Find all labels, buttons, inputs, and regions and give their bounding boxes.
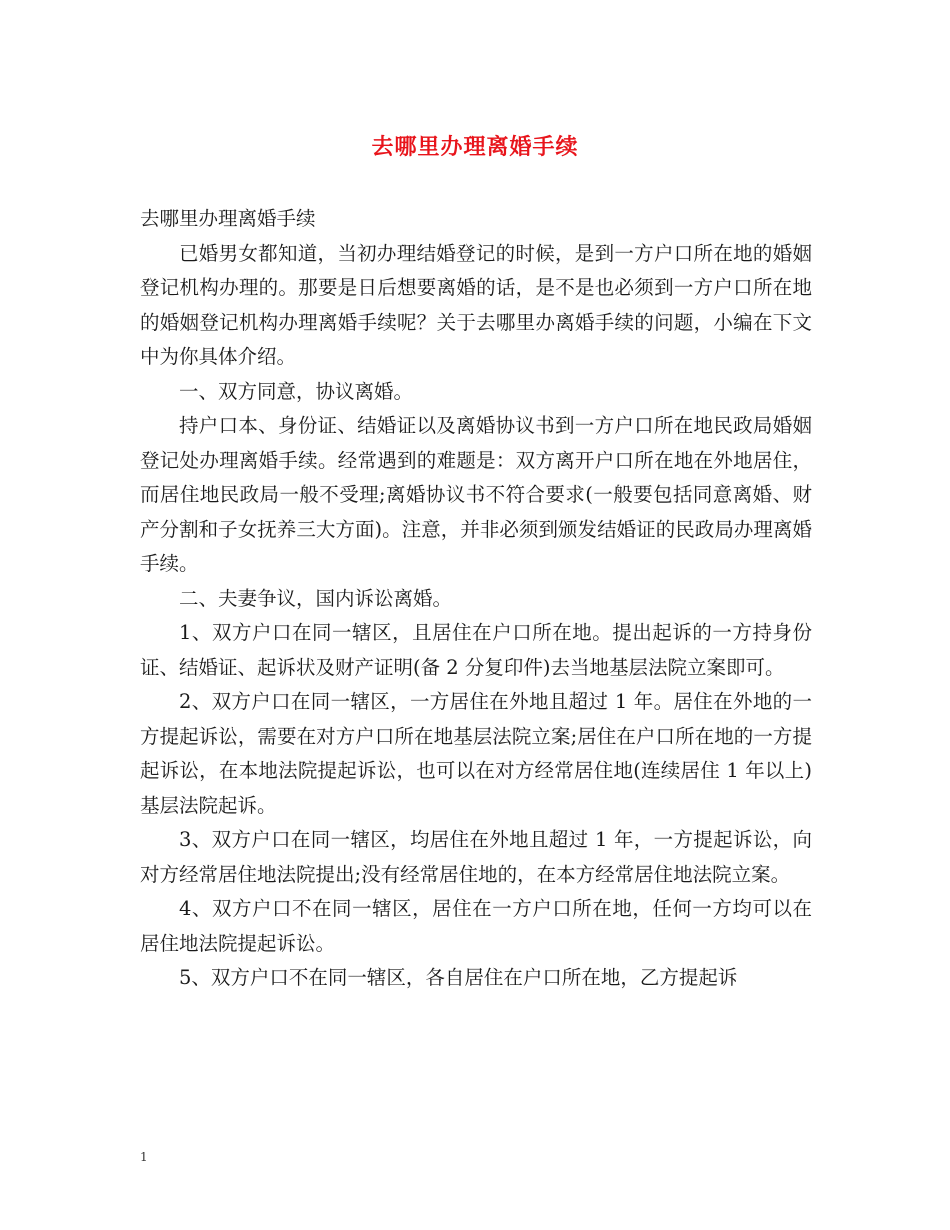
document-subtitle: 去哪里办理离婚手续 bbox=[140, 207, 316, 230]
paragraph-case-3: 3、双方户口在同一辖区，均居住在外地且超过 1 年，一方提起诉讼，向对方经常居住地法院提出;没有经常居住地的，在本方经常居住地法院立案。 bbox=[140, 828, 812, 886]
paragraph-case-5: 5、双方户口不在同一辖区，各自居住在户口所在地，乙方提起诉 bbox=[179, 966, 738, 989]
document-title: 去哪里办理离婚手续 bbox=[371, 134, 579, 160]
document-body bbox=[140, 202, 812, 996]
page-number: 1 bbox=[140, 1150, 148, 1164]
paragraph-case-1: 1、双方户口在同一辖区，且居住在户口所在地。提出起诉的一方持身份证、结婚证、起诉状及财产证明(备 2 分复印件)去当地基层法院立案即可。 bbox=[140, 621, 812, 679]
paragraph-intro: 已婚男女都知道，当初办理结婚登记的时候，是到一方户口所在地的婚姻登记机构办理的。那要是日后想要离婚的话，是不是也必须到一方户口所在地的婚姻登记机构办理离婚手续呢？关于去哪里办离婚手续的问题，小编在下文中为你具体介绍。 bbox=[140, 241, 812, 368]
paragraph-case-2: 2、双方户口在同一辖区，一方居住在外地且超过 1 年。居住在外地的一方提起诉讼，需要在对方户口所在地基层法院立案;居住在户口所在地的一方提起诉讼，在本地法院提起诉讼，也可以在对方经常居住地(连续居住 1 年以上)基层法院起诉。 bbox=[140, 690, 812, 817]
section-heading-litigation: 二、夫妻争议，国内诉讼离婚。 bbox=[179, 586, 453, 610]
paragraph-agreement: 持户口本、身份证、结婚证以及离婚协议书到一方户口所在地民政局婚姻登记处办理离婚手续。经常遇到的难题是：双方离开户口所在地在外地居住，而居住地民政局一般不受理;离婚协议书不符合要求(一般要包括同意离婚、财产分割和子女抚养三大方面)。注意，并非必须到颁发结婚证的民政局办理离婚手续。 bbox=[140, 414, 812, 575]
paragraph-case-4: 4、双方户口不在同一辖区，居住在一方户口所在地，任何一方均可以在居住地法院提起诉讼。 bbox=[140, 897, 812, 955]
section-heading-agreement: 一、双方同意，协议离婚。 bbox=[179, 379, 414, 403]
